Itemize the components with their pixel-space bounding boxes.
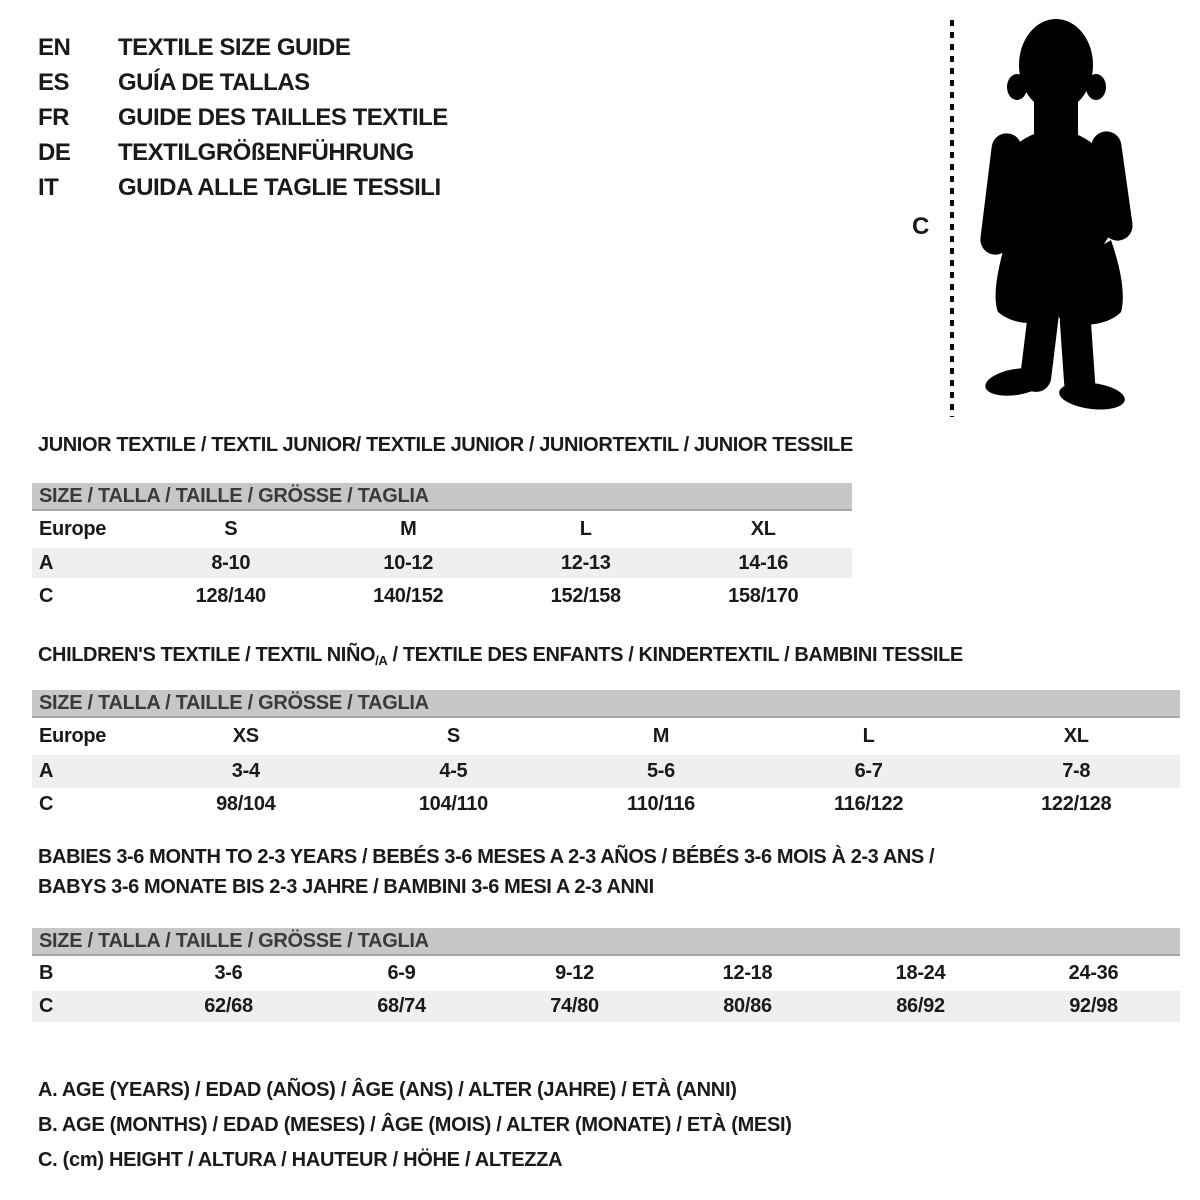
language-code: ES: [38, 68, 70, 96]
language-title: TEXTILE SIZE GUIDE: [118, 33, 351, 61]
row-label: A: [39, 760, 54, 782]
language-title: GUIDA ALLE TAGLIE TESSILI: [118, 173, 441, 201]
table-cell: 128/140: [195, 584, 266, 607]
language-row-en: [38, 30, 448, 65]
row-label: B: [39, 962, 54, 984]
table-cell: 74/80: [550, 995, 599, 1017]
row-label: A: [39, 551, 54, 574]
table-cell: 7-8: [1062, 760, 1091, 782]
language-row-es: [38, 65, 448, 100]
table-cell: 14-16: [738, 551, 789, 574]
table-cell: 116/122: [834, 792, 904, 815]
table-cell: 8-10: [211, 551, 251, 574]
children-title-subscript: /A: [375, 653, 388, 668]
table-cell: 12-18: [722, 962, 773, 984]
row-label: C: [39, 995, 54, 1017]
table-cell: 12-13: [560, 551, 611, 574]
table-cell: 6-9: [387, 962, 416, 984]
table-row: [32, 755, 1180, 788]
children-section-title: [38, 644, 963, 668]
measurement-legend: [38, 1073, 792, 1178]
table-cell: L: [862, 725, 875, 747]
table-row: [32, 788, 1180, 820]
legend-line-b: B. AGE (MONTHS) / EDAD (MESES) / ÂGE (MOIS) / ALTER (MONATE) / ETÀ (MESI): [38, 1114, 792, 1136]
language-row-fr: [38, 100, 448, 135]
legend-line-a: A. AGE (YEARS) / EDAD (AÑOS) / ÂGE (ANS) / ALTER (JAHRE) / ETÀ (ANNI): [38, 1079, 737, 1101]
table-cell: 24-36: [1068, 962, 1119, 984]
table-cell: 62/68: [204, 995, 253, 1017]
language-title: GUÍA DE TALLAS: [118, 68, 310, 96]
table-cell: 92/98: [1069, 995, 1118, 1017]
table-cell: 68/74: [377, 995, 426, 1017]
junior-size-header-bar: SIZE / TALLA / TAILLE / GRÖSSE / TAGLIA: [32, 483, 852, 511]
table-cell: M: [652, 725, 670, 747]
table-cell: 152/158: [550, 584, 621, 607]
table-cell: L: [579, 518, 592, 540]
table-row: [32, 991, 1180, 1022]
babies-section-title-line1: BABIES 3-6 MONTH TO 2-3 YEARS / BEBÉS 3-6 MESES A 2-3 AÑOS / BÉBÉS 3-6 MOIS À 2-3 ANS /: [38, 846, 935, 868]
table-cell: XL: [750, 518, 776, 540]
table-cell: 140/152: [373, 584, 444, 607]
children-title-main: CHILDREN'S TEXTILE / TEXTIL NIÑO: [38, 644, 376, 666]
table-cell: M: [400, 518, 417, 540]
language-code: EN: [38, 33, 71, 61]
height-measure-dashed-line: [950, 20, 954, 417]
table-cell: 18-24: [895, 962, 946, 984]
height-measure-label: C: [912, 213, 930, 240]
table-cell: S: [446, 725, 460, 747]
table-cell: XL: [1063, 725, 1089, 747]
table-row: [32, 956, 1180, 991]
babies-size-header-bar: SIZE / TALLA / TAILLE / GRÖSSE / TAGLIA: [32, 928, 1180, 956]
children-size-header-bar: SIZE / TALLA / TAILLE / GRÖSSE / TAGLIA: [32, 690, 1180, 718]
table-cell: 98/104: [216, 792, 276, 815]
row-label: Europe: [39, 518, 107, 540]
children-title-rest: / TEXTILE DES ENFANTS / KINDERTEXTIL / BAMBINI TESSILE: [387, 644, 963, 666]
table-cell: 3-6: [214, 962, 243, 984]
table-cell: 6-7: [854, 760, 883, 782]
language-title: TEXTILGRÖßENFÜHRUNG: [118, 138, 414, 166]
language-code: FR: [38, 103, 69, 131]
legend-line-c: C. (cm) HEIGHT / ALTURA / HAUTEUR / HÖHE / ALTEZZA: [38, 1149, 563, 1171]
table-cell: XS: [232, 725, 259, 747]
language-code: DE: [38, 138, 71, 166]
language-code: IT: [38, 173, 59, 201]
row-label: C: [39, 792, 54, 815]
row-label: Europe: [39, 725, 107, 747]
language-row-de: [38, 135, 448, 170]
table-cell: 3-4: [231, 760, 260, 782]
language-title: GUIDE DES TAILLES TEXTILE: [118, 103, 448, 131]
babies-size-table: [32, 928, 1180, 1022]
table-row: [32, 548, 852, 578]
table-row: [32, 718, 1180, 755]
toddler-silhouette-icon: [970, 18, 1142, 422]
table-row: [32, 511, 852, 548]
junior-size-table: [32, 483, 852, 614]
language-header: [38, 30, 448, 205]
junior-section-title: JUNIOR TEXTILE / TEXTIL JUNIOR/ TEXTILE JUNIOR / JUNIORTEXTIL / JUNIOR TESSILE: [38, 434, 853, 456]
table-row: [32, 578, 852, 614]
table-cell: 104/110: [418, 792, 488, 815]
table-cell: 158/170: [728, 584, 799, 607]
table-cell: S: [224, 518, 238, 540]
row-label: C: [39, 584, 54, 607]
table-cell: 110/116: [626, 792, 695, 815]
table-cell: 9-12: [555, 962, 594, 984]
language-row-it: [38, 170, 448, 205]
table-cell: 80/86: [723, 995, 772, 1017]
children-size-table: [32, 690, 1180, 820]
table-cell: 122/128: [1041, 792, 1112, 815]
table-cell: 4-5: [439, 760, 468, 782]
table-cell: 5-6: [646, 760, 675, 782]
table-cell: 86/92: [896, 995, 945, 1017]
table-cell: 10-12: [383, 551, 434, 574]
babies-section-title-line2: BABYS 3-6 MONATE BIS 2-3 JAHRE / BAMBINI 3-6 MESI A 2-3 ANNI: [38, 876, 654, 898]
